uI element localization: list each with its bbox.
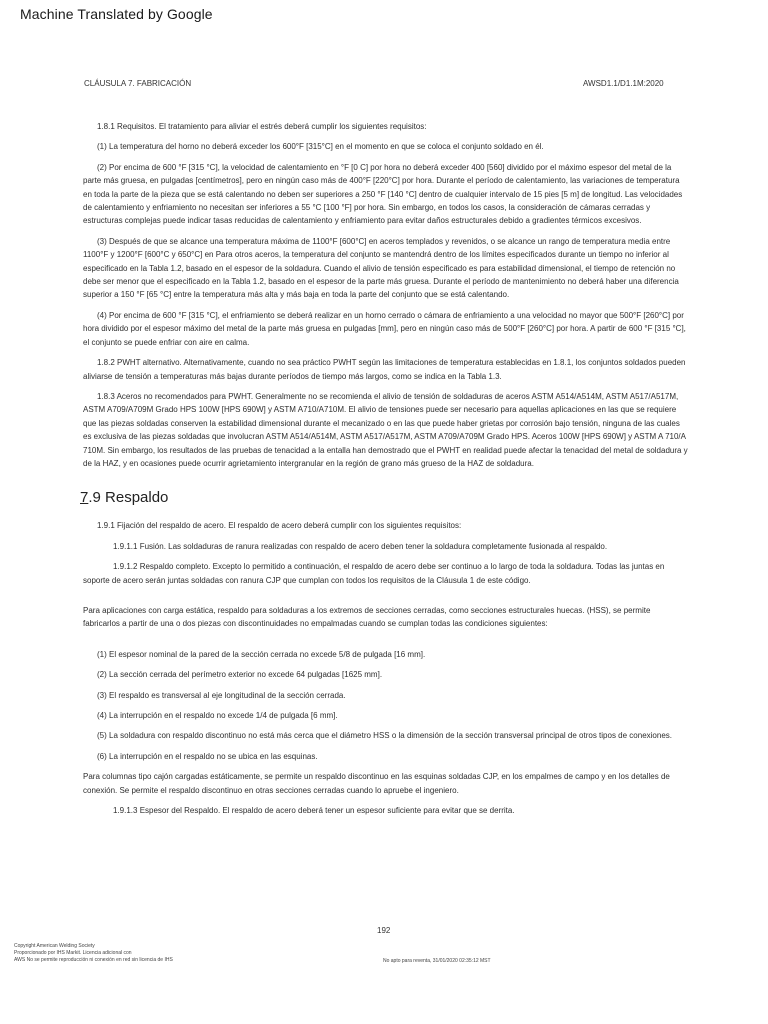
spacer: [83, 638, 688, 648]
footer-line: AWS No se permite reproducción ni conexión en red sin licencia de IHS: [14, 957, 173, 963]
paragraph-1-9-1: 1.9.1 Fijación del respaldo de acero. El respaldo de acero deberá cumplir con los siguientes requisitos:: [97, 521, 462, 531]
running-header-clause: CLÁUSULA 7. FABRICACIÓN: [84, 79, 192, 88]
list-item-condition: (6) La interrupción en el respaldo no se ubica en las esquinas.: [97, 751, 318, 761]
list-item-condition: (3) El respaldo es transversal al eje longitudinal de la sección cerrada.: [97, 690, 346, 700]
footer-line: Copyright American Welding Society: [14, 943, 95, 949]
page-number: 192: [377, 926, 391, 935]
paragraph-condition-1: (1) La temperatura del horno no deberá exceder los 600°F [315°C] en el momento en que se coloca el conjunto soldado en él.: [97, 142, 544, 152]
document-body: [80, 120, 688, 824]
paragraph-1-9-1-3: 1.9.1.3 Espesor del Respaldo. El respaldo de acero deberá tener un espesor suficiente para evitar que se derrita.: [113, 806, 515, 816]
running-header-standard: AWSD1.1/D1.1M:2020: [583, 79, 664, 88]
section-heading-text: .9 Respaldo: [88, 489, 169, 507]
paragraph-box-columns: Para columnas tipo cajón cargadas estáticamente, se permite un respaldo discontinuo en las esquinas soldadas CJP, en los empalmes de campo y en los detalles de conexión. Se permite el respaldo discontinuo en otras secciones cerradas cuando lo apruebe el ingeniero.: [83, 772, 670, 795]
list-item-condition: (4) La interrupción en el respaldo no excede 1/4 de pulgada [6 mm].: [97, 711, 338, 720]
spacer: [83, 594, 688, 604]
paragraph-1-9-1-1: 1.9.1.1 Fusión. Las soldaduras de ranura realizadas con respaldo de acero deben tener la soldadura completamente fusionada al respaldo.: [113, 541, 608, 551]
paragraph-1-8-2: 1.8.2 PWHT alternativo. Alternativamente, cuando no sea práctico PWHT según las limitaciones de temperatura establecidas en 1.8.1, los conjuntos soldados pueden aliviarse de tensión a temperaturas más bajas durante períodos de tiempo más largos, como se indica en la Tabla 1.3.: [83, 358, 686, 381]
paragraph-condition-4: (4) Por encima de 600 °F [315 °C], el enfriamiento se deberá realizar en un horno cerrado o cámara de enfriamiento a una velocidad no mayor que 500°F [260°C] por hora dividido por el espesor máximo del metal de la parte más gruesa en pulgadas [mm], pero en ningún caso más de 500°F [260°C] por hora. A partir de 600 °F [315 °C], el conjunto se puede enfriar con aire en calma.: [83, 310, 686, 347]
list-item-condition: (2) La sección cerrada del perímetro exterior no excede 64 pulgadas [1625 mm].: [97, 670, 383, 680]
machine-translation-banner: Machine Translated by Google: [20, 6, 213, 22]
resale-notice: No apto para reventa, 31/01/2020 02:35:12 MST: [383, 958, 491, 964]
list-item-condition: (1) El espesor nominal de la pared de la sección cerrada no excede 5/8 de pulgada [16 mm].: [97, 649, 426, 659]
footer-line: Proporcionado por IHS Markit. Licencia adicional con: [14, 950, 132, 956]
paragraph-1-8-3: 1.8.3 Aceros no recomendados para PWHT. Generalmente no se recomienda el alivio de tensión de soldaduras de aceros ASTM A514/A514M, ASTM A517/A517M, ASTM A709/A709M Grado HPS 100W [HPS 690W] y ASTM A710/A710M. El alivio de tensiones puede ser necesario para aquellas aplicaciones en las que se requiere que las piezas soldadas conserven la estabilidad dimensional durante el mecanizado o en las que puede haber grietas por corrosión bajo tensión, ninguna de las cuales es exclusiva de las piezas soldadas que involucran ASTM A514/A514M, ASTM A517/A517M, ASTM A709/A709M Grado HPS. Aceros 100W [HPS 690W] y ASTM A 710/A 710M. Sin embargo, los resultados de las pruebas de tenacidad a la entalla han demostrado que el PWHT en realidad puede afectar la tenacidad del metal de soldadura y de la HAZ, y en ocasiones puede ocurrir agrietamiento intergranular en la región de grano más grueso de la HAZ de soldadura.: [83, 391, 688, 468]
section-heading-number: 7: [80, 489, 89, 507]
section-heading: [80, 489, 688, 507]
paragraph-1-9-1-2: 1.9.1.2 Respaldo completo. Excepto lo permitido a continuación, el respaldo de acero debe ser continuo a lo largo de toda la soldadura. Todas las juntas en soporte de acero serán juntas soldadas con ranura CJP que cumplan con todos los requisitos de la Cláusula 1 de este código.: [83, 562, 665, 585]
paragraph-condition-3: (3) Después de que se alcance una temperatura máxima de 1100°F [600°C] en aceros templados y revenidos, o se alcance un rango de temperatura media entre 1100°F y 1200°F [600°C y 650°C] en Para otros aceros, la temperatura del conjunto se mantendrá dentro de los límites especificados durante un tiempo no inferior al especificado en la Tabla 1.2, basado en el espesor de la soldadura. Cuando el alivio de tensión especificado es para estabilidad dimensional, el tiempo de retención no debe ser menor que el especificado en la Tabla 1.2, basado en el espesor de la parte más gruesa. Durante el período de mantenimiento no deberá haber una diferencia superior a 150 °F [65 °C] entre la temperatura más alta y más baja en toda la parte del conjunto que se está calentando.: [83, 236, 679, 300]
paragraph-static-load: Para aplicaciones con carga estática, respaldo para soldaduras a los extremos de secciones cerradas, como secciones estructurales huecas. (HSS), se permite fabricarlos a partir de una o dos piezas con discontinuidades no empalmadas cuando se cumplan todas las condiciones siguientes:: [83, 605, 651, 629]
paragraph-1-8-1: 1.8.1 Requisitos. El tratamiento para aliviar el estrés deberá cumplir los siguientes requisitos:: [97, 122, 427, 131]
list-item-condition: (5) La soldadura con respaldo discontinuo no está más cerca que el diámetro HSS o la dimensión de la sección transversal principal de otros tipos de conexiones.: [97, 731, 672, 741]
paragraph-condition-2: (2) Por encima de 600 °F [315 °C], la velocidad de calentamiento en °F [0 C] por hora no deberá exceder 400 [560] dividido por el máximo espesor del metal de la parte más gruesa, en pulgadas [centímetros], pero en ningún caso más de 400°F [220°C] por hora. Durante el período de calentamiento, las variaciones de temperatura en toda la parte de la pieza que se está calentando no deben ser superiores a 250 °F [140 °C] dentro de cualquier intervalo de 15 pies [5 m] de longitud. Las velocidades de calentamiento y enfriamiento no necesitan ser inferiores a 55 °C [100 °F] por hora. Sin embargo, en todos los casos, la consideración de cámaras cerradas y estructuras complejas puede indicar tasas reducidas de calentamiento y enfriamiento para evitar daños estructurales debido a gradientes térmicos excesivos.: [83, 162, 683, 226]
copyright-footer: [14, 943, 173, 964]
